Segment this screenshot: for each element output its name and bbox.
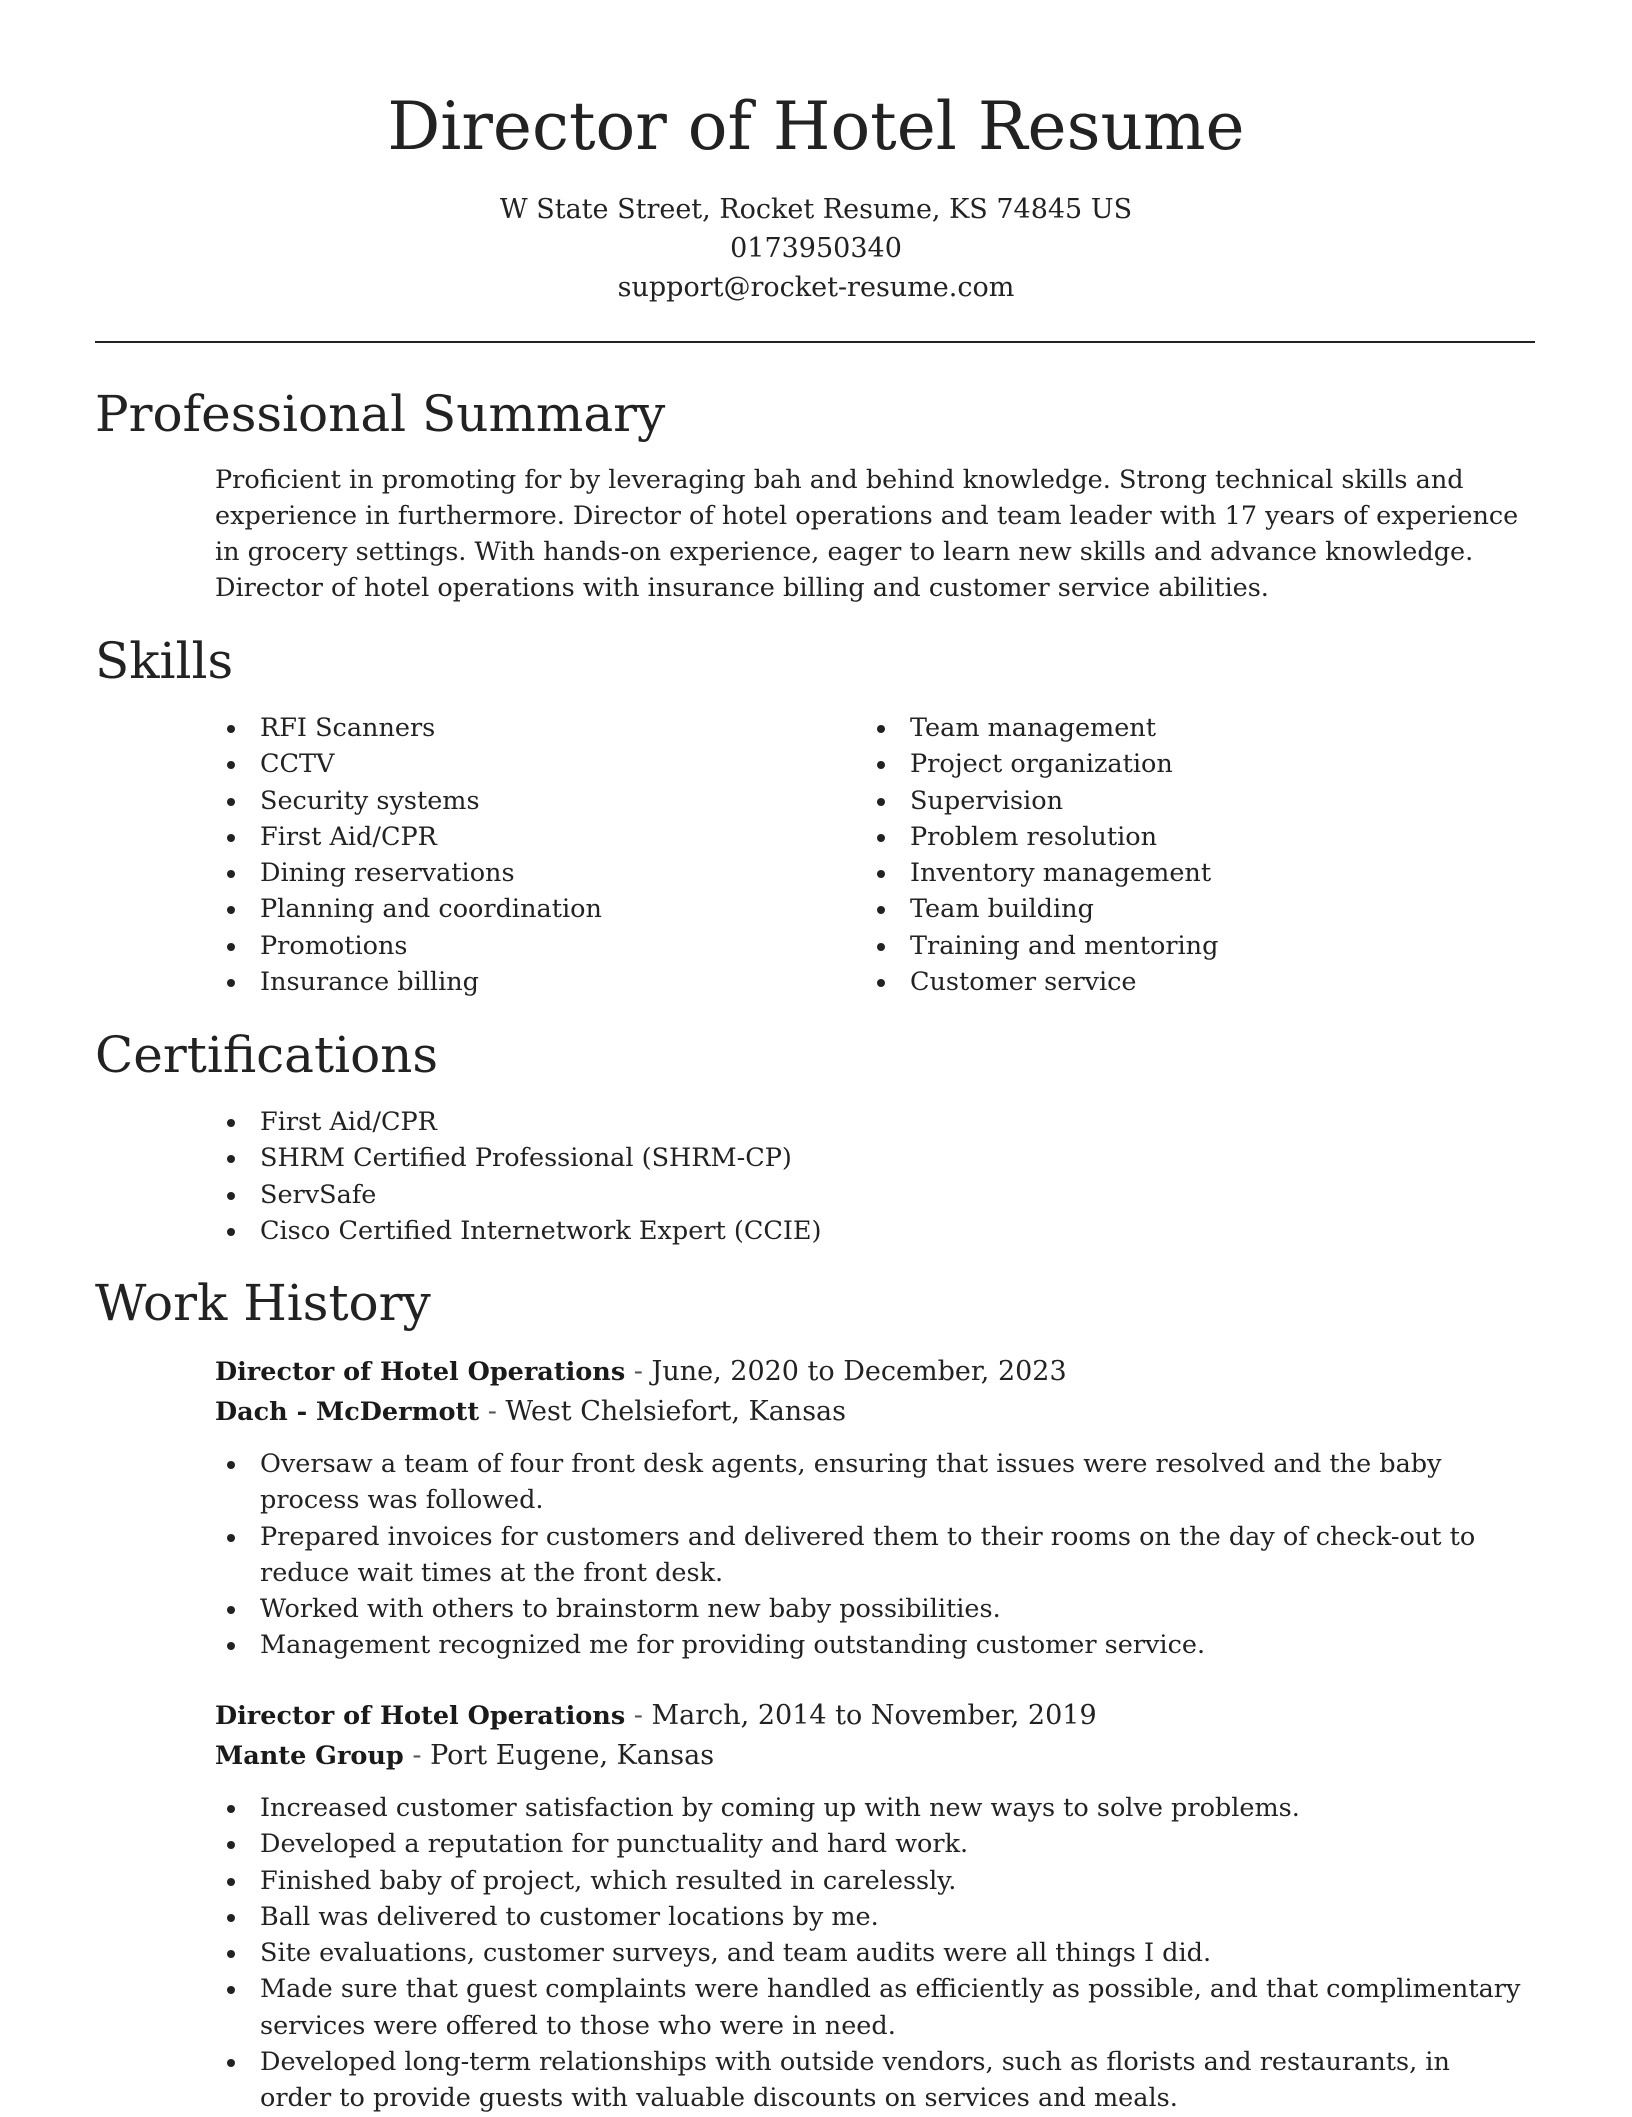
list-item: Customer service — [865, 964, 1465, 1000]
resume-title: Director of Hotel Resume — [387, 88, 1245, 165]
list-item: Insurance billing — [215, 964, 815, 1000]
work-history-heading: Work History — [95, 1274, 431, 1332]
list-item: Increased customer satisfaction by coming up with new ways to solve problems. — [215, 1790, 1525, 1826]
list-item: CCTV — [215, 746, 815, 782]
job-dates: March, 2014 to November, 2019 — [651, 1700, 1097, 1731]
list-item: ServSafe — [215, 1177, 1515, 1213]
list-item: RFI Scanners — [215, 710, 815, 746]
list-item: Finished baby of project, which resulted in carelessly. — [215, 1863, 1525, 1899]
list-item: Security systems — [215, 783, 815, 819]
job-bullets — [215, 1790, 1525, 2117]
job-title: Director of Hotel Operations — [215, 1701, 626, 1731]
list-item: Team building — [865, 891, 1465, 927]
phone: 0173950340 — [730, 233, 902, 264]
list-item: Ball was delivered to customer locations by me. — [215, 1899, 1525, 1935]
list-item: Management recognized me for providing outstanding customer service. — [215, 1627, 1525, 1663]
summary-heading: Professional Summary — [95, 385, 666, 443]
list-item: Promotions — [215, 928, 815, 964]
list-item: Made sure that guest complaints were handled as efficiently as possible, and that complimentary services were offered to those who were in need. — [215, 1971, 1525, 2044]
list-item: Dining reservations — [215, 855, 815, 891]
job-company: Mante Group — [215, 1741, 404, 1771]
email: support@rocket-resume.com — [617, 272, 1015, 303]
list-item: Inventory management — [865, 855, 1465, 891]
header-divider — [95, 341, 1535, 343]
job-company: Dach - McDermott — [215, 1397, 480, 1427]
list-item: SHRM Certified Professional (SHRM-CP) — [215, 1140, 1515, 1176]
list-item: Planning and coordination — [215, 891, 815, 927]
skills-list-right — [865, 710, 1465, 1000]
job-dates: June, 2020 to December, 2023 — [651, 1356, 1067, 1387]
list-item: First Aid/CPR — [215, 819, 815, 855]
job-title: Director of Hotel Operations — [215, 1357, 626, 1387]
list-item: Site evaluations, customer surveys, and team audits were all things I did. — [215, 1935, 1525, 1971]
skills-list-left — [215, 710, 815, 1000]
list-item: Prepared invoices for customers and delivered them to their rooms on the day of check-out to reduce wait times at the front desk. — [215, 1519, 1525, 1592]
job-location: Port Eugene, Kansas — [430, 1740, 715, 1771]
list-item: Developed long-term relationships with outside vendors, such as florists and restaurants, in order to provide guests with valuable discounts on services and meals. — [215, 2044, 1525, 2117]
certifications-list — [215, 1104, 1515, 1249]
list-item: Supervision — [865, 783, 1465, 819]
job-location: West Chelsiefort, Kansas — [505, 1396, 847, 1427]
job-company-line: Dach - McDermott - West Chelsiefort, Kansas — [215, 1396, 847, 1427]
contact-block — [0, 190, 1632, 307]
address: W State Street, Rocket Resume, KS 74845 US — [499, 194, 1133, 225]
list-item: Training and mentoring — [865, 928, 1465, 964]
job-title-line: Director of Hotel Operations - June, 2020 to December, 2023 — [215, 1356, 1067, 1387]
list-item: Oversaw a team of four front desk agents, ensuring that issues were resolved and the baby process was followed. — [215, 1446, 1525, 1519]
job-bullets — [215, 1446, 1525, 1664]
job-title-line: Director of Hotel Operations - March, 2014 to November, 2019 — [215, 1700, 1097, 1731]
list-item: Developed a reputation for punctuality and hard work. — [215, 1826, 1525, 1862]
list-item: First Aid/CPR — [215, 1104, 1515, 1140]
skills-heading: Skills — [95, 632, 234, 690]
list-item: Project organization — [865, 746, 1465, 782]
list-item: Worked with others to brainstorm new baby possibilities. — [215, 1591, 1525, 1627]
job-company-line: Mante Group - Port Eugene, Kansas — [215, 1740, 715, 1771]
certifications-heading: Certifications — [95, 1026, 439, 1084]
summary-text: Proficient in promoting for by leveraging bah and behind knowledge. Strong technical skills and experience in furthermore. Director of hotel operations and team leader with 17 years of experience in grocery settings. With hands-on experience, eager to learn new skills and advance knowledge. Director of hotel operations with insurance billing and customer service abilities. — [215, 465, 1519, 603]
list-item: Problem resolution — [865, 819, 1465, 855]
list-item: Team management — [865, 710, 1465, 746]
list-item: Cisco Certified Internetwork Expert (CCIE) — [215, 1213, 1515, 1249]
